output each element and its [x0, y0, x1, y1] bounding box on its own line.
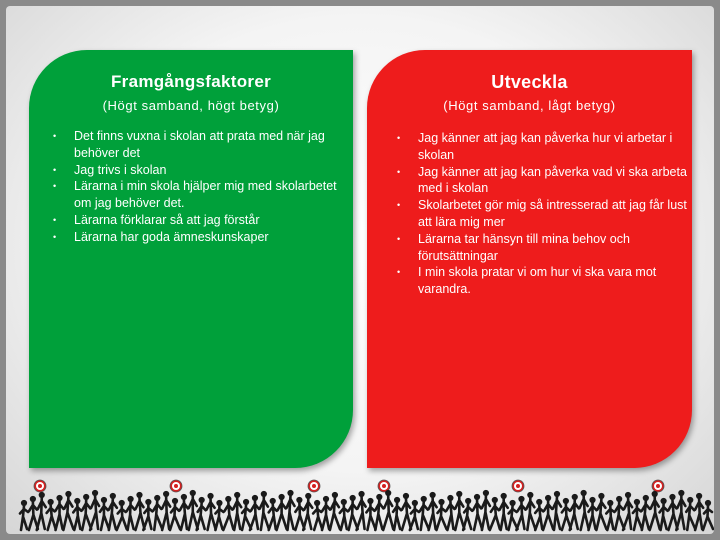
- target-icon: [34, 480, 46, 492]
- runner-icon: [357, 491, 366, 530]
- runner-icon: [383, 490, 393, 530]
- list-item-text: Lärarna i min skola hjälper mig med skolarbetet om jag behöver det.: [74, 179, 337, 211]
- list-item-text: Jag trivs i skolan: [74, 162, 167, 177]
- runner-icon: [250, 495, 259, 530]
- target-icon: [652, 480, 664, 492]
- list-item-text: Det finns vuxna i skolan att prata med när jag behöver det: [74, 129, 325, 160]
- runner-icon: [446, 495, 454, 530]
- develop-subtitle: (Högt samband, lågt betyg): [443, 98, 616, 113]
- runner-icon: [153, 495, 162, 530]
- runner-icon: [170, 498, 180, 530]
- bullet-icon: •: [397, 133, 401, 143]
- runner-icon: [490, 497, 500, 530]
- runner-icon: [117, 500, 127, 530]
- success-factors-title: Framgångsfaktorer: [110, 72, 272, 91]
- runner-icon: [420, 496, 429, 530]
- runner-icon: [596, 493, 606, 530]
- runner-icon: [562, 498, 571, 530]
- runner-icon: [127, 496, 135, 530]
- slide: [6, 6, 714, 534]
- runner-icon: [606, 500, 614, 530]
- runner-icon: [482, 490, 490, 530]
- runner-icon: [366, 498, 375, 530]
- target-icon: [170, 480, 182, 492]
- runner-icon: [37, 492, 46, 530]
- runner-icon: [286, 490, 294, 530]
- runner-icon: [295, 497, 304, 530]
- runner-icon: [260, 491, 269, 530]
- runner-icon: [526, 492, 535, 530]
- running-people-with-targets-icon: [18, 476, 714, 532]
- runner-icon: [313, 500, 322, 530]
- runner-icon: [393, 497, 401, 530]
- runner-icon: [375, 494, 383, 530]
- runner-icon: [162, 491, 170, 530]
- runner-icon: [580, 490, 589, 530]
- runner-icon: [553, 491, 561, 530]
- bullet-icon: •: [397, 200, 401, 211]
- runner-icon: [340, 499, 348, 530]
- runner-icon: [20, 500, 28, 530]
- target-icon: [308, 480, 320, 492]
- runner-icon: [570, 494, 579, 530]
- bullet-icon: •: [397, 267, 401, 278]
- runner-icon: [686, 497, 695, 530]
- runner-icon: [143, 499, 152, 530]
- runner-icon: [29, 496, 38, 530]
- runner-icon: [633, 499, 642, 530]
- list-item: [53, 162, 343, 179]
- runner-icon: [473, 494, 482, 530]
- list-item-text: I min skola pratar vi om hur vi ska vara mot varandra.: [418, 265, 657, 297]
- runner-icon: [660, 498, 668, 530]
- runner-icon: [242, 499, 251, 530]
- runner-icon: [189, 490, 198, 530]
- runner-icon: [90, 490, 99, 530]
- runner-icon: [676, 490, 685, 530]
- runner-icon: [437, 499, 447, 530]
- develop-panel: [367, 50, 692, 468]
- bullet-icon: •: [397, 233, 401, 244]
- runner-icon: [197, 497, 206, 530]
- develop-title: Utveckla: [491, 72, 568, 92]
- runner-icon: [63, 491, 73, 530]
- list-item: [53, 128, 343, 162]
- list-item-text: Jag känner att jag kan påverka hur vi arbetar i skolan: [418, 131, 673, 162]
- list-item: [53, 178, 343, 212]
- bullet-icon: •: [53, 231, 57, 242]
- runner-icon: [322, 496, 330, 530]
- list-item-text: Skolarbetet gör mig så intresserad att jag får lust att lära mig mer: [418, 198, 687, 229]
- runner-icon: [109, 493, 117, 530]
- runner-icon: [463, 498, 472, 530]
- list-item-text: Lärarna tar hänsyn till mina behov och förutsättningar: [418, 231, 630, 263]
- runner-icon: [615, 496, 624, 530]
- runner-icon: [509, 500, 518, 530]
- list-item: [397, 197, 687, 231]
- runner-icon: [650, 491, 660, 530]
- success-factors-panel: [29, 50, 353, 468]
- runner-icon: [100, 497, 109, 530]
- list-item-text: Jag känner att jag kan påverka vad vi ska arbeta med i skolan: [418, 164, 687, 196]
- list-item: [397, 264, 687, 298]
- list-item: [53, 229, 343, 246]
- runner-icon: [642, 495, 650, 530]
- bullet-icon: •: [53, 164, 57, 175]
- runner-icon: [455, 491, 464, 530]
- runner-icon: [223, 496, 233, 530]
- runner-icon: [303, 493, 312, 530]
- bullet-icon: •: [397, 166, 401, 177]
- runner-icon: [543, 495, 553, 530]
- success-factors-list: [53, 128, 343, 246]
- target-icon: [512, 480, 524, 492]
- runner-icon: [410, 500, 419, 530]
- runner-icon: [207, 493, 216, 530]
- runner-icon: [82, 494, 91, 530]
- runner-icon: [277, 494, 287, 530]
- develop-list: [397, 130, 687, 298]
- runner-icon: [516, 496, 525, 530]
- runner-icon: [429, 492, 437, 530]
- list-item: [397, 231, 687, 265]
- runner-icon: [402, 493, 411, 530]
- list-item: [397, 164, 687, 198]
- success-factors-subtitle: (Högt samband, högt betyg): [102, 98, 280, 113]
- list-item-text: Lärarna har goda ämneskunskaper: [74, 229, 269, 244]
- runner-icon: [703, 500, 713, 530]
- bullet-icon: •: [53, 181, 57, 192]
- runner-icon: [695, 493, 703, 530]
- runner-icon: [56, 495, 64, 530]
- bullet-icon: •: [53, 131, 57, 141]
- runner-icon: [233, 492, 241, 530]
- runner-icon: [349, 495, 358, 530]
- runner-icon: [215, 500, 223, 530]
- runner-icon: [623, 492, 632, 530]
- runner-icon: [500, 493, 508, 530]
- runner-icon: [535, 499, 543, 530]
- runner-icon: [135, 492, 144, 530]
- runner-icon: [589, 497, 597, 530]
- runner-icon: [180, 494, 188, 530]
- runner-icon: [269, 498, 277, 530]
- runner-icon: [47, 499, 56, 530]
- runner-icon: [73, 498, 81, 530]
- runner-icon: [668, 494, 677, 530]
- runner-icon: [330, 492, 340, 530]
- list-item: [53, 212, 343, 229]
- list-item: [397, 130, 687, 164]
- bullet-icon: •: [53, 214, 57, 225]
- list-item-text: Lärarna förklarar så att jag förstår: [74, 212, 260, 227]
